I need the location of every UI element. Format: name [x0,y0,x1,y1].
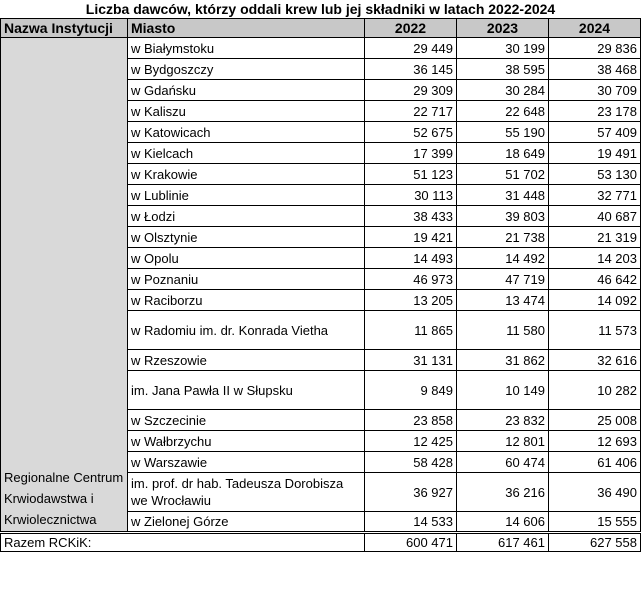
value-2022-cell: 29 449 [365,38,457,59]
value-2024-cell: 32 771 [549,185,641,206]
value-2023-cell: 10 149 [457,371,549,410]
value-2024-cell: 61 406 [549,452,641,473]
value-2022-cell: 58 428 [365,452,457,473]
value-2024-cell: 15 555 [549,512,641,533]
value-2024-cell: 25 008 [549,410,641,431]
value-2022-cell: 29 309 [365,80,457,101]
value-2022-cell: 14 533 [365,512,457,533]
city-cell: w Opolu [128,248,365,269]
city-cell: w Katowicach [128,122,365,143]
table-body [1,38,641,533]
city-cell: w Rzeszowie [128,350,365,371]
donors-table [0,18,641,552]
value-2022-cell: 22 717 [365,101,457,122]
value-2023-cell: 22 648 [457,101,549,122]
value-2023-cell: 31 862 [457,350,549,371]
total-2022: 600 471 [365,533,457,552]
value-2023-cell: 60 474 [457,452,549,473]
value-2024-cell: 57 409 [549,122,641,143]
value-2024-cell: 19 491 [549,143,641,164]
total-2024: 627 558 [549,533,641,552]
city-cell: w Wałbrzychu [128,431,365,452]
value-2022-cell: 23 858 [365,410,457,431]
city-cell: w Poznaniu [128,269,365,290]
city-cell: w Radomiu im. dr. Konrada Vietha [128,311,365,350]
value-2024-cell: 29 836 [549,38,641,59]
value-2022-cell: 38 433 [365,206,457,227]
value-2022-cell: 36 145 [365,59,457,80]
city-cell: w Kielcach [128,143,365,164]
header-row [1,19,641,38]
value-2023-cell: 23 832 [457,410,549,431]
city-cell: w Raciborzu [128,290,365,311]
value-2022-cell: 30 113 [365,185,457,206]
value-2022-cell: 11 865 [365,311,457,350]
value-2024-cell: 11 573 [549,311,641,350]
value-2023-cell: 47 719 [457,269,549,290]
header-institution: Nazwa Instytucji [1,19,128,38]
city-cell: w Łodzi [128,206,365,227]
header-city: Miasto [128,19,365,38]
value-2023-cell: 13 474 [457,290,549,311]
total-label: Razem RCKiK: [1,533,365,552]
value-2023-cell: 12 801 [457,431,549,452]
value-2022-cell: 52 675 [365,122,457,143]
value-2023-cell: 14 492 [457,248,549,269]
city-cell: w Krakowie [128,164,365,185]
table-row [1,38,641,59]
city-cell: w Lublinie [128,185,365,206]
city-cell: im. prof. dr hab. Tadeusza Dorobisza we Wrocławiu [128,473,365,512]
value-2024-cell: 14 203 [549,248,641,269]
value-2023-cell: 55 190 [457,122,549,143]
value-2023-cell: 36 216 [457,473,549,512]
value-2024-cell: 10 282 [549,371,641,410]
value-2022-cell: 46 973 [365,269,457,290]
total-2023: 617 461 [457,533,549,552]
city-cell: w Bydgoszczy [128,59,365,80]
city-cell: w Kaliszu [128,101,365,122]
city-cell: w Olsztynie [128,227,365,248]
value-2023-cell: 39 803 [457,206,549,227]
city-cell: w Białymstoku [128,38,365,59]
value-2022-cell: 36 927 [365,473,457,512]
value-2023-cell: 21 738 [457,227,549,248]
city-cell: w Gdańsku [128,80,365,101]
city-cell: w Warszawie [128,452,365,473]
value-2024-cell: 40 687 [549,206,641,227]
header-2024: 2024 [549,19,641,38]
city-cell: im. Jana Pawła II w Słupsku [128,371,365,410]
value-2023-cell: 14 606 [457,512,549,533]
value-2024-cell: 46 642 [549,269,641,290]
value-2022-cell: 19 421 [365,227,457,248]
value-2022-cell: 17 399 [365,143,457,164]
value-2024-cell: 23 178 [549,101,641,122]
value-2023-cell: 11 580 [457,311,549,350]
value-2023-cell: 18 649 [457,143,549,164]
value-2023-cell: 31 448 [457,185,549,206]
value-2022-cell: 9 849 [365,371,457,410]
city-cell: w Szczecinie [128,410,365,431]
value-2022-cell: 51 123 [365,164,457,185]
value-2022-cell: 14 493 [365,248,457,269]
table-title: Liczba dawców, którzy oddali krew lub jej składniki w latach 2022-2024 [85,1,556,17]
value-2023-cell: 30 284 [457,80,549,101]
value-2024-cell: 36 490 [549,473,641,512]
value-2024-cell: 12 693 [549,431,641,452]
value-2022-cell: 31 131 [365,350,457,371]
value-2022-cell: 12 425 [365,431,457,452]
value-2023-cell: 51 702 [457,164,549,185]
header-2023: 2023 [457,19,549,38]
institution-cell: Regionalne Centrum Krwiodawstwa i Krwiolecznictwa [1,38,128,533]
value-2024-cell: 21 319 [549,227,641,248]
value-2024-cell: 32 616 [549,350,641,371]
value-2023-cell: 38 595 [457,59,549,80]
value-2024-cell: 30 709 [549,80,641,101]
total-row [1,533,641,552]
value-2024-cell: 53 130 [549,164,641,185]
city-cell: w Zielonej Górze [128,512,365,533]
header-2022: 2022 [365,19,457,38]
value-2023-cell: 30 199 [457,38,549,59]
value-2024-cell: 14 092 [549,290,641,311]
value-2022-cell: 13 205 [365,290,457,311]
value-2024-cell: 38 468 [549,59,641,80]
